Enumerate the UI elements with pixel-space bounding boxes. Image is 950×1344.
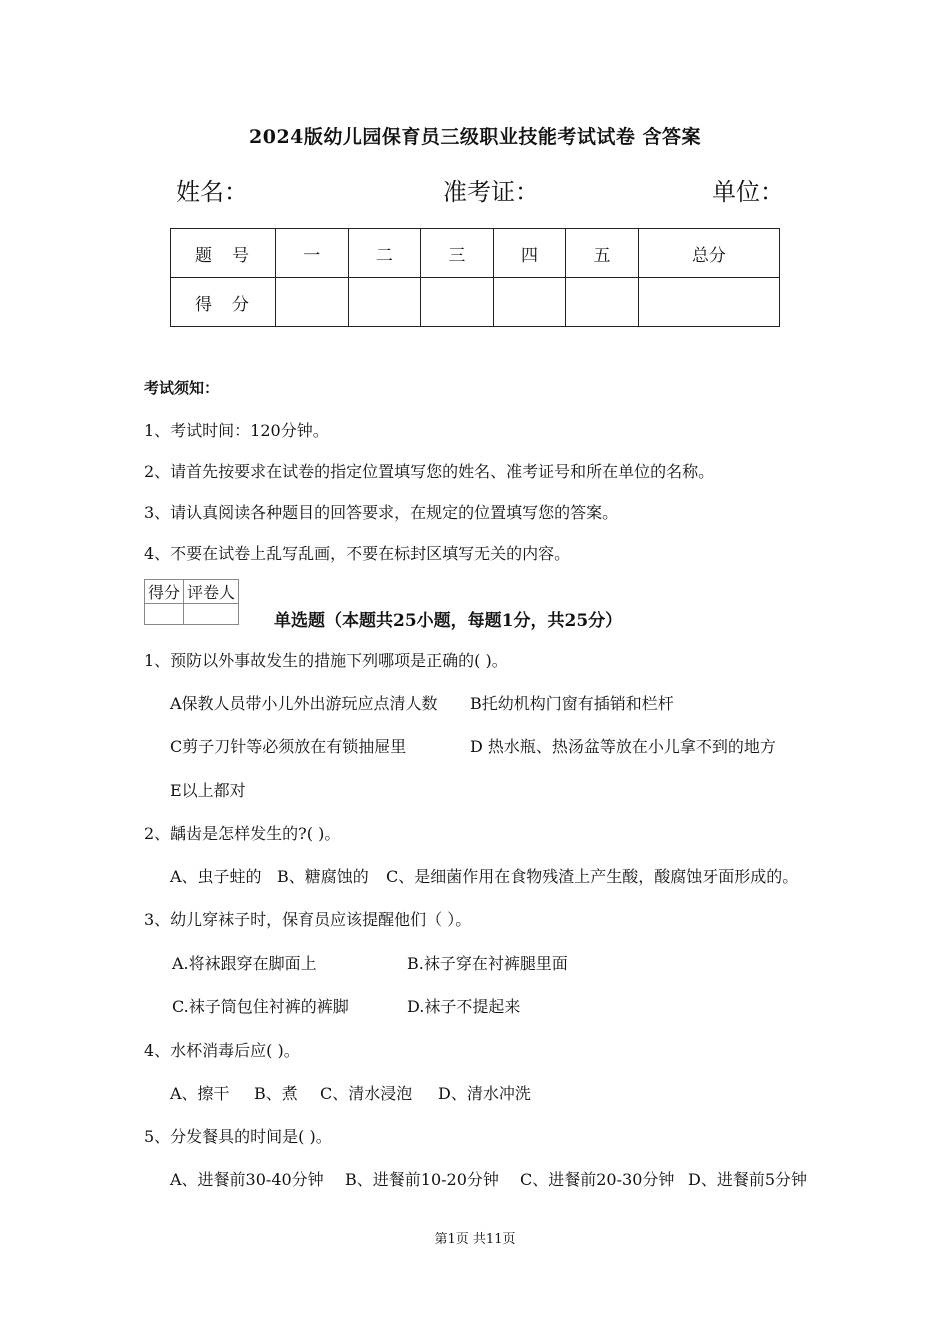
grader-score-cell[interactable] — [145, 604, 184, 625]
score-table — [170, 228, 780, 327]
score-row-label: 得分 — [171, 278, 276, 327]
page-title: 2024版幼儿园保育员三级职业技能考试试卷 含答案 — [249, 126, 701, 148]
grader-table — [144, 579, 239, 625]
notice-title: 考试须知： — [144, 379, 220, 397]
question-stem: 1、预防以外事故发生的措施下列哪项是正确的( )。 — [144, 651, 508, 670]
option-b[interactable]: B、糖腐蚀的 — [277, 867, 369, 886]
score-cell-3[interactable] — [421, 278, 494, 327]
question-stem: 2、龋齿是怎样发生的?( )。 — [144, 824, 341, 843]
question-stem: 4、水杯消毒后应( )。 — [144, 1041, 300, 1060]
section-title: 单选题（本题共25小题，每题1分，共25分） — [274, 611, 623, 631]
question-number-label: 题号 — [171, 229, 276, 278]
score-column-2: 二 — [348, 229, 421, 278]
option-b[interactable]: B托幼机构门窗有插销和栏杆 — [470, 694, 674, 713]
question-stem: 3、幼儿穿袜子时，保育员应该提醒他们（ ）。 — [144, 910, 472, 929]
notice-item: 2、请首先按要求在试卷的指定位置填写您的姓名、准考证号和所在单位的名称。 — [144, 462, 715, 481]
grader-reviewer-label: 评卷人 — [184, 580, 239, 604]
page-number: 第1页 共11页 — [434, 1232, 516, 1247]
score-table-score-row — [171, 278, 780, 327]
option-b[interactable]: B、煮 — [254, 1084, 298, 1103]
option-d[interactable]: D 热水瓶、热汤盆等放在小儿拿不到的地方 — [470, 737, 776, 756]
score-column-5: 五 — [566, 229, 639, 278]
score-cell-2[interactable] — [348, 278, 421, 327]
option-a[interactable]: A保教人员带小儿外出游玩应点清人数 — [170, 694, 438, 713]
unit-field-label: 单位： — [712, 178, 784, 206]
option-c[interactable]: C.袜子筒包住衬裤的裤脚 — [172, 997, 349, 1016]
score-column-3: 三 — [421, 229, 494, 278]
score-cell-1[interactable] — [276, 278, 349, 327]
score-column-1: 一 — [276, 229, 349, 278]
score-column-total: 总分 — [638, 229, 779, 278]
option-c[interactable]: C、清水浸泡 — [320, 1084, 413, 1103]
score-cell-total[interactable] — [638, 278, 779, 327]
option-a[interactable]: A.将袜跟穿在脚面上 — [172, 954, 317, 973]
grader-score-label: 得分 — [145, 580, 184, 604]
option-b[interactable]: B.袜子穿在衬裤腿里面 — [407, 954, 568, 973]
option-c[interactable]: C、进餐前20-30分钟 — [520, 1170, 675, 1189]
option-c[interactable]: C、是细菌作用在食物残渣上产生酸，酸腐蚀牙面形成的。 — [386, 867, 799, 886]
notice-item: 4、不要在试卷上乱写乱画，不要在标封区填写无关的内容。 — [144, 544, 571, 563]
score-cell-5[interactable] — [566, 278, 639, 327]
option-a[interactable]: A、虫子蛀的 — [170, 867, 262, 886]
score-column-4: 四 — [493, 229, 566, 278]
option-d[interactable]: D.袜子不提起来 — [407, 997, 521, 1016]
option-d[interactable]: D、清水冲洗 — [438, 1084, 531, 1103]
name-field-label: 姓名： — [176, 178, 248, 206]
score-table-header-row — [171, 229, 780, 278]
option-a[interactable]: A、擦干 — [170, 1084, 230, 1103]
option-d[interactable]: D、进餐前5分钟 — [688, 1170, 808, 1189]
option-b[interactable]: B、进餐前10-20分钟 — [345, 1170, 499, 1189]
exam-id-field-label: 准考证： — [443, 178, 539, 206]
option-e[interactable]: E以上都对 — [170, 781, 246, 800]
notice-item: 3、请认真阅读各种题目的回答要求，在规定的位置填写您的答案。 — [144, 503, 619, 522]
score-cell-4[interactable] — [493, 278, 566, 327]
option-c[interactable]: C剪子刀针等必须放在有锁抽屉里 — [170, 737, 407, 756]
question-stem: 5、分发餐具的时间是( )。 — [144, 1127, 332, 1146]
grader-reviewer-cell[interactable] — [184, 604, 239, 625]
notice-item: 1、考试时间：120分钟。 — [144, 421, 329, 440]
option-a[interactable]: A、进餐前30-40分钟 — [170, 1170, 324, 1189]
